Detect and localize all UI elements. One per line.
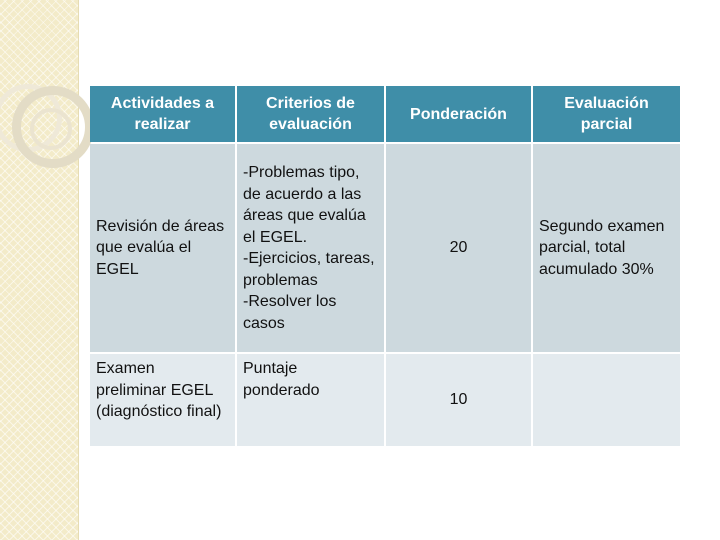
cell-criterios: -Problemas tipo, de acuerdo a las áreas que evalúa el EGEL. -Ejercicios, tareas, problemas -Resolver los casos — [237, 144, 384, 352]
cell-actividad: Revisión de áreas que evalúa el EGEL — [90, 144, 235, 352]
cell-ponderacion: 10 — [386, 354, 531, 446]
header-ponderacion: Ponderación — [386, 86, 531, 142]
cell-criterios: Puntaje ponderado — [237, 354, 384, 446]
decorative-side-strip — [0, 0, 79, 540]
table-row — [90, 354, 680, 446]
decorative-ring — [30, 108, 72, 150]
table-row — [90, 144, 680, 352]
cell-evaluacion: Segundo examen parcial, total acumulado 30% — [533, 144, 680, 352]
cell-actividad: Examen preliminar EGEL (diagnóstico final) — [90, 354, 235, 446]
table-header-row — [90, 86, 680, 142]
header-actividades: Actividades a realizar — [90, 86, 235, 142]
evaluation-table — [88, 84, 682, 448]
cell-evaluacion — [533, 354, 680, 446]
header-evaluacion-parcial: Evaluación parcial — [533, 86, 680, 142]
cell-ponderacion: 20 — [386, 144, 531, 352]
header-criterios: Criterios de evaluación — [237, 86, 384, 142]
